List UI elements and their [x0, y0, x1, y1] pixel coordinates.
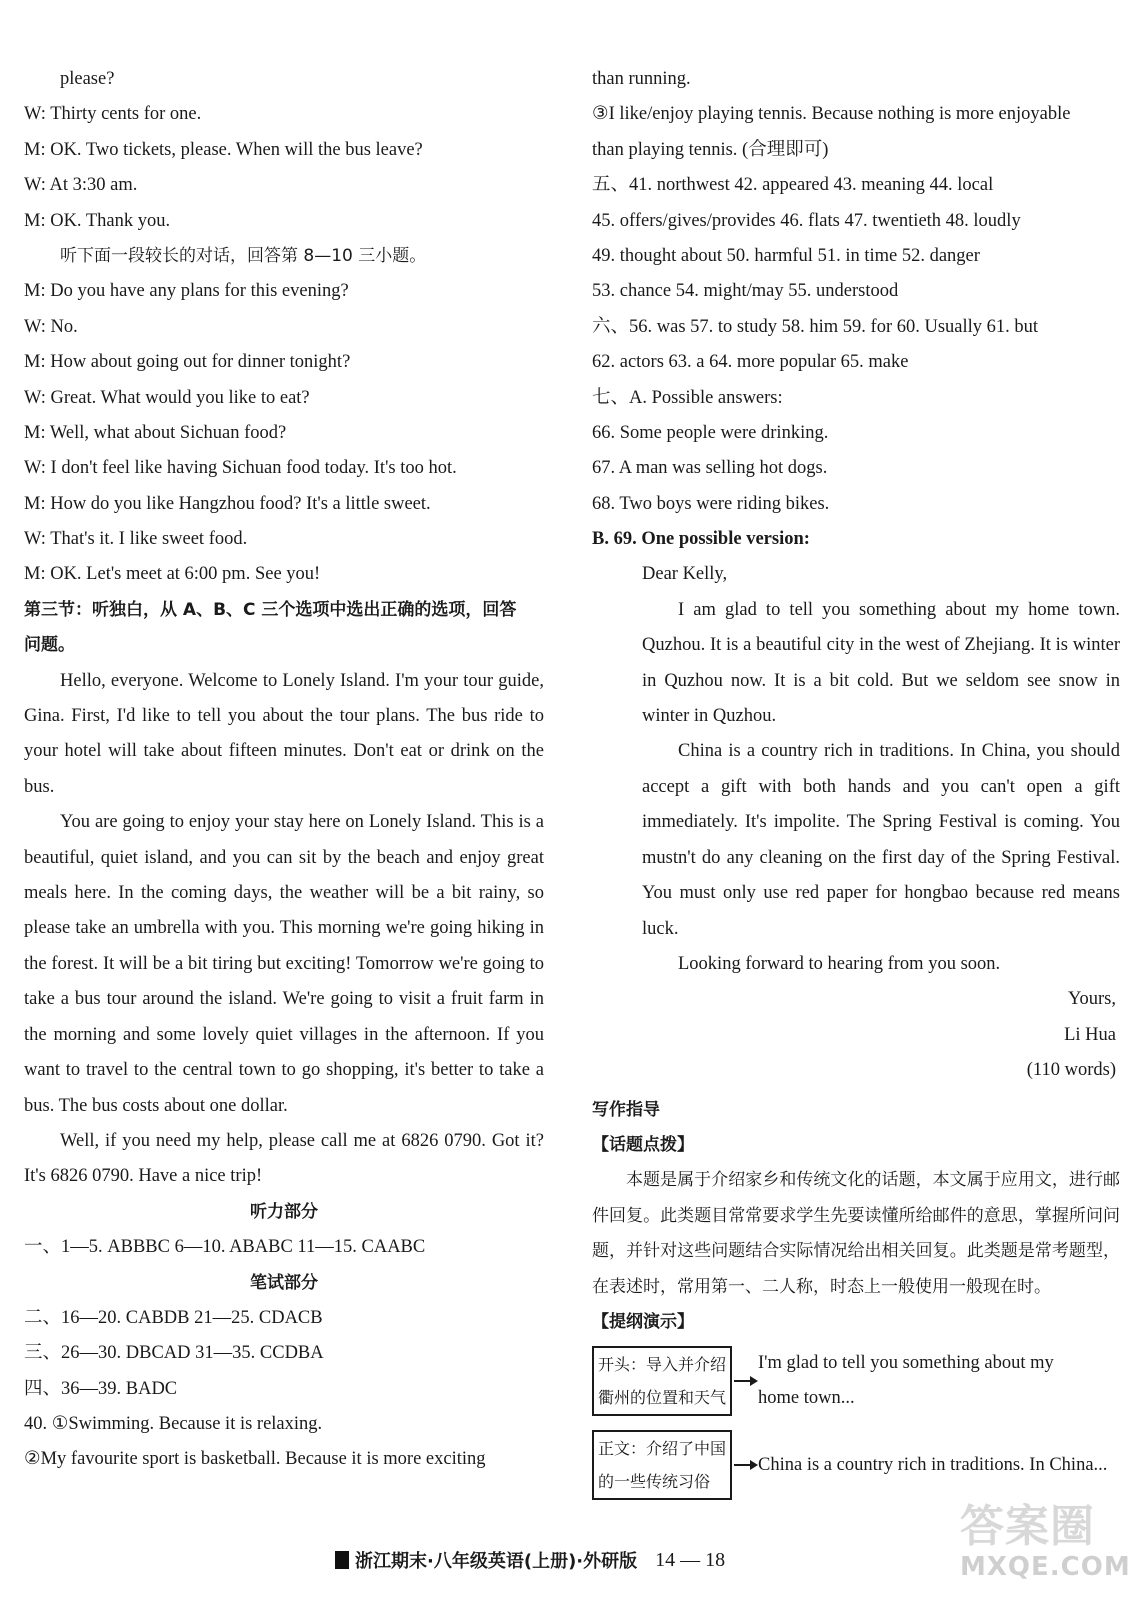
- answer-line: 笔试部分: [250, 1272, 318, 1293]
- answer-key-left: [24, 1195, 544, 1478]
- footer-title: 浙江期末·八年级英语(上册)·外研版: [355, 1551, 638, 1572]
- letter-paragraph: China is a country rich in traditions. In China, you should accept a gift with both hands and you can't open a gift immediately. It's impolite. The Spring Festival is coming. You mustn't do any cleaning on the first day of the Spring Festival. You must only use red paper for hongbao because red means luck.: [642, 741, 1120, 939]
- topic-text: 本题是属于介绍家乡和传统文化的话题，本文属于应用文，进行邮件回复。此类题目常常要求学生先要读懂所给邮件的意思，掌握所问问题，并针对这些问题结合实际情况给出相关回复。此类题是常考题型，在表述时，常用第一、二人称，时态上一般使用一般现在时。: [592, 1170, 1120, 1297]
- text-line: M: OK. Thank you.: [24, 210, 171, 231]
- outline-row-2: [592, 1430, 1120, 1500]
- answer-line: 六、56. was 57. to study 58. him 59. for 60. Usually 61. but: [592, 316, 1039, 337]
- watermark-url: MXQE.COM: [960, 1552, 1131, 1582]
- page-footer: [335, 1543, 725, 1577]
- text-line: 第三节：听独白，从 A、B、C 三个选项中选出正确的选项，回答: [24, 599, 517, 620]
- footer-square-icon: [335, 1551, 349, 1569]
- text-line: M: OK. Let's meet at 6:00 pm. See you!: [24, 564, 321, 585]
- monologue-paragraph: Well, if you need my help, please call me at 6826 0790. Got it? It's 6826 0790. Have a nice trip!: [24, 1130, 544, 1187]
- answer-line: ②My favourite sport is basketball. Because it is more exciting: [24, 1449, 486, 1470]
- outline-box-intro: 开头：导入并介绍 衢州的位置和天气: [592, 1346, 732, 1416]
- answer-line: 二、16—20. CABDB 21—25. CDACB: [24, 1307, 323, 1328]
- answer-line: 49. thought about 50. harmful 51. in time 52. danger: [592, 245, 980, 266]
- answer-line: 五、41. northwest 42. appeared 43. meaning 44. local: [592, 175, 994, 196]
- letter-closing: Yours,: [1068, 989, 1116, 1010]
- text-line: M: Well, what about Sichuan food?: [24, 422, 287, 443]
- letter-signature: Li Hua: [1064, 1024, 1116, 1045]
- word-count: (110 words): [1026, 1060, 1116, 1081]
- text-line: M: OK. Two tickets, please. When will the bus leave?: [24, 139, 423, 160]
- answer-line: 62. actors 63. a 64. more popular 65. make: [592, 352, 909, 373]
- text-line: W: At 3:30 am.: [24, 175, 138, 196]
- text-line: M: How about going out for dinner tonight?: [24, 352, 351, 373]
- answer-line: 七、A. Possible answers:: [592, 387, 783, 408]
- answer-key-right: [592, 62, 1120, 593]
- text-line: 听下面一段较长的对话，回答第 8—10 三小题。: [60, 245, 427, 266]
- text-line: 问题。: [24, 635, 75, 656]
- text-line: please?: [60, 69, 115, 89]
- answer-line: 45. offers/gives/provides 46. flats 47. twentieth 48. loudly: [592, 210, 1021, 231]
- monologue-paragraph: Hello, everyone. Welcome to Lonely Island. I'm your tour guide, Gina. First, I'd like to tell you about the tour plans. The bus ride to your hotel will take about fifteen minutes. Don't eat or drink on the bus.: [24, 670, 544, 797]
- answer-line: 三、26—30. DBCAD 31—35. CCDBA: [24, 1343, 324, 1364]
- writing-guide: [592, 1093, 1120, 1501]
- right-column: [592, 62, 1120, 1500]
- arrow-icon: [734, 1464, 756, 1466]
- answer-line: 听力部分: [250, 1201, 318, 1222]
- outline-heading: 【提纲演示】: [592, 1311, 694, 1332]
- answer-line: 67. A man was selling hot dogs.: [592, 458, 828, 479]
- text-line: W: Great. What would you like to eat?: [24, 387, 310, 408]
- sample-letter: [592, 593, 1120, 982]
- answer-line: 68. Two boys were riding bikes.: [592, 493, 830, 514]
- text-line: W: I don't feel like having Sichuan food today. It's too hot.: [24, 458, 457, 479]
- answer-line: 四、36—39. BADC: [24, 1378, 178, 1399]
- text-line: W: Thirty cents for one.: [24, 104, 202, 125]
- answer-line: than playing tennis. (合理即可): [592, 139, 829, 160]
- outline-text-2: China is a country rich in traditions. In China...: [758, 1454, 1108, 1475]
- arrow-icon: [734, 1380, 756, 1382]
- watermark-logo: 答案圈: [960, 1501, 1095, 1552]
- monologue-paragraph: You are going to enjoy your stay here on Lonely Island. This is a beautiful, quiet island, and you can sit by the beach and enjoy great meals here. In the coming days, the weather will be a bit rainy, so please take an umbrella with you. This morning we're going hiking in the forest. It will be a bit tiring but exciting! Tomorrow we're going to take a bus tour around the island. We're going to visit a fruit farm in the morning and some lovely quiet villages in the afternoon. If you want to travel to the central town to go shopping, it's better to take a bus. The bus costs about one dollar.: [24, 812, 544, 1116]
- outline-row-1: [592, 1346, 1120, 1416]
- answer-line: 40. ①Swimming. Because it is relaxing.: [24, 1414, 323, 1435]
- answer-line: B. 69. One possible version:: [592, 529, 810, 550]
- topic-heading: 【话题点拨】: [592, 1134, 694, 1155]
- letter-paragraph: Looking forward to hearing from you soon.: [678, 953, 1001, 974]
- watermark: [960, 1502, 1131, 1582]
- dialogue-lines: [24, 62, 544, 664]
- answer-line: Dear Kelly,: [642, 564, 728, 585]
- page-number: 14 — 18: [655, 1548, 726, 1571]
- answer-line: than running.: [592, 69, 691, 89]
- outline-text-1: I'm glad to tell you something about my home town...: [758, 1353, 1054, 1409]
- text-line: M: Do you have any plans for this evening?: [24, 281, 349, 302]
- text-line: M: How do you like Hangzhou food? It's a little sweet.: [24, 493, 431, 514]
- text-line: W: No.: [24, 316, 78, 337]
- text-line: W: That's it. I like sweet food.: [24, 529, 248, 550]
- guide-title: 写作指导: [592, 1099, 660, 1120]
- left-column: [24, 62, 544, 1478]
- answer-line: 66. Some people were drinking.: [592, 422, 829, 443]
- letter-paragraph: I am glad to tell you something about my home town. Quzhou. It is a beautiful city in the west of Zhejiang. It is winter in Quzhou now. It is a bit cold. But we seldom see snow in winter in Quzhou.: [642, 599, 1120, 727]
- answer-line: 53. chance 54. might/may 55. understood: [592, 281, 899, 302]
- monologue: [24, 664, 544, 1195]
- answer-line: ③I like/enjoy playing tennis. Because nothing is more enjoyable: [592, 104, 1071, 125]
- answer-line: 一、1—5. ABBBC 6—10. ABABC 11—15. CAABC: [24, 1237, 426, 1258]
- outline-box-body: 正文：介绍了中国 的一些传统习俗: [592, 1430, 732, 1500]
